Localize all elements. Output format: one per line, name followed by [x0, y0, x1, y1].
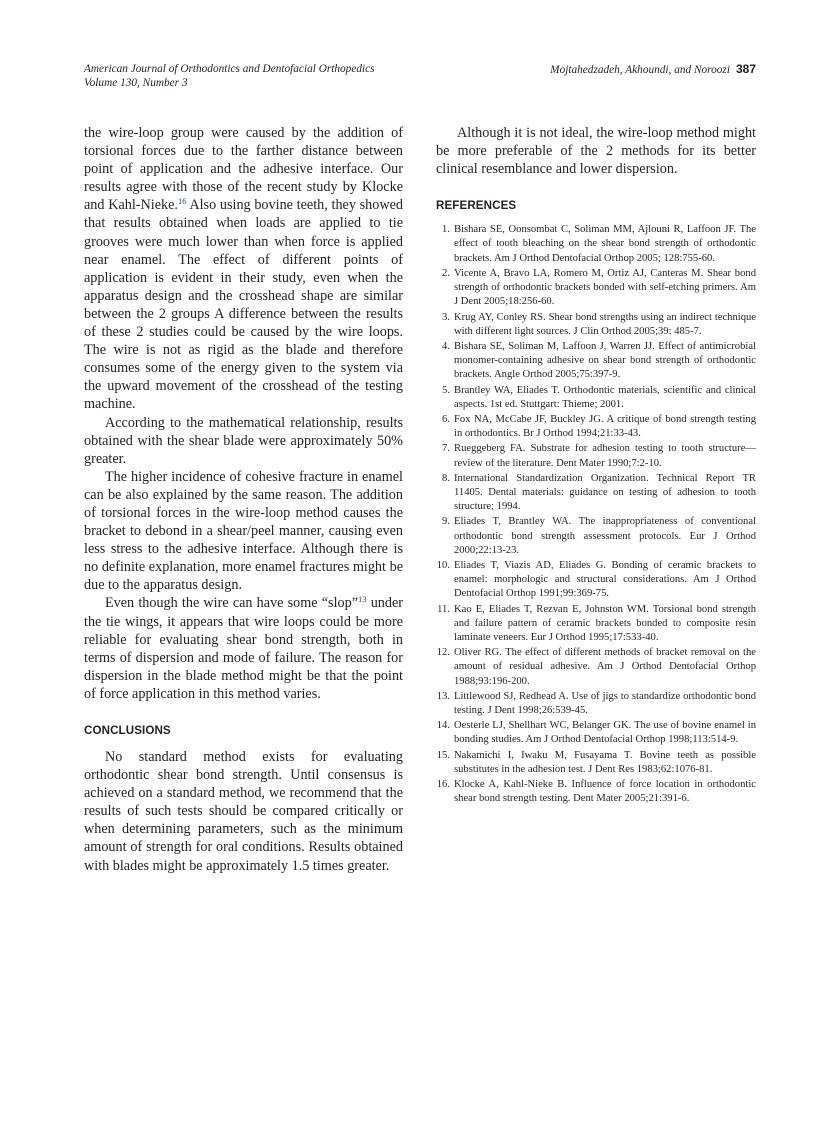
- paragraph-discussion-1: [84, 124, 403, 414]
- paragraph-text: the wire-loop group were caused by the addition of torsional forces due to the farther distance between point of application and the adhesive interface. Our results agree with those of the recent study by Klocke and Kahl-Nieke.: [84, 125, 403, 214]
- right-column: [436, 124, 756, 807]
- reference-item: [436, 311, 756, 339]
- reference-item: [436, 603, 756, 646]
- reference-number: 12.: [436, 647, 450, 659]
- reference-number: 8.: [442, 472, 450, 484]
- left-column: [84, 124, 403, 875]
- reference-text: Rueggeberg FA. Substrate for adhesion testing to tooth structure—review of the literature. Dent Mater 1990;7:2-10.: [454, 443, 756, 469]
- reference-item: [436, 778, 756, 806]
- reference-item: [436, 340, 756, 383]
- paragraph-discussion-3: The higher incidence of cohesive fracture in enamel can be also explained by the same reason. The addition of torsional forces in the wire-loop method causes the bracket to debond in a shear/peel manner, causing even less stress to the adhesive interface. Although there is no definite explanation, more enamel fractures might be due to the apparatus design.: [84, 468, 403, 594]
- journal-volume: Volume 130, Number 3: [84, 77, 188, 89]
- reference-number: 14.: [436, 720, 450, 732]
- reference-item: [436, 442, 756, 470]
- reference-text: Brantley WA, Eliades T. Orthodontic materials, scientific and clinical aspects. 1st ed. Stuttgart: Thieme; 2001.: [454, 384, 756, 410]
- reference-text: Eliades T, Viazis AD, Eliades G. Bonding of ceramic brackets to enamel: morphologic and structural considerations. Am J Orthod Dentofacial Orthop 1991;99:369-75.: [454, 559, 756, 600]
- references-heading: REFERENCES: [436, 199, 517, 213]
- reference-number: 4.: [442, 340, 450, 352]
- reference-text: Krug AY, Conley RS. Shear bond strengths using an indirect technique with different light sources. J Clin Orthod 2005;39: 485-7.: [454, 311, 756, 337]
- reference-text: Oliver RG. The effect of different methods of bracket removal on the amount of residual adhesive. Am J Orthod Dentofacial Orthop 1988;93:196-200.: [454, 647, 756, 687]
- reference-number: 11.: [437, 603, 450, 615]
- paragraph-discussion-5: Although it is not ideal, the wire-loop method might be more preferable of the 2 methods for its better clinical resemblance and lower dispersion.: [436, 125, 756, 178]
- reference-text: Kao E, Eliades T, Rezvan E, Johnston WM. Torsional bond strength and failure pattern of ceramic brackets bonded to composite resin laminate veneers. Eur J Orthod 1995;17:533-40.: [454, 603, 756, 643]
- reference-item: [436, 749, 756, 777]
- reference-item: [436, 413, 756, 441]
- reference-item: [436, 690, 756, 718]
- citation-link-16[interactable]: 16: [177, 196, 187, 207]
- paragraph-text: Even though the wire can have some “slop”: [105, 595, 359, 612]
- reference-item: [436, 472, 756, 515]
- reference-number: 3.: [442, 311, 450, 323]
- reference-text: Littlewood SJ, Redhead A. Use of jigs to standardize orthodontic bond testing. J Dent 1998;26:539-45.: [454, 690, 756, 716]
- reference-text: Bishara SE, Soliman M, Laffoon J, Warren JJ. Effect of antimicrobial monomer-containing adhesive on shear bond strength of orthodontic brackets. Angle Orthod 2005;75:397-9.: [454, 340, 756, 381]
- reference-item: [436, 646, 756, 689]
- reference-text: Nakamichi I, Iwaku M, Fusayama T. Bovine teeth as possible substitutes in the adhesion test. J Dent Res 1983;62:1076-81.: [454, 749, 756, 775]
- reference-number: 15.: [436, 749, 450, 761]
- reference-text: Oesterle LJ, Shellhart WC, Belanger GK. The use of bovine enamel in bonding studies. Am J Orthod Dentofacial Orthop 1998;113:514-9.: [454, 720, 756, 746]
- reference-number: 9.: [442, 516, 450, 528]
- reference-item: [436, 515, 756, 558]
- running-authors: Mojtahedzadeh, Akhoundi, and Noroozi: [550, 64, 730, 76]
- citation-link-13[interactable]: 13: [358, 594, 367, 605]
- page-number: 387: [735, 62, 756, 76]
- reference-text: Fox NA, McCabe JF, Buckley JG. A critique of bond strength testing in orthodontics. Br J Orthod 1994;21:33-43.: [454, 413, 756, 440]
- reference-number: 5.: [442, 384, 450, 396]
- reference-number: 10.: [436, 559, 450, 571]
- conclusions-heading: CONCLUSIONS: [84, 724, 171, 737]
- reference-number: 6.: [442, 413, 450, 425]
- journal-title: American Journal of Orthodontics and Dentofacial Orthopedics: [84, 63, 375, 75]
- paragraph-discussion-4: [84, 594, 403, 703]
- reference-text: International Standardization Organization. Technical Report TR 11405. Dental materials: guidance on testing of adhesion to tooth structure; 1994.: [454, 472, 756, 513]
- paragraph-text: Also using bovine teeth, they showed that results obtained when loads are applied to tie grooves were much lower than when force is applied near enamel. The effect of different points of application is evident in their study, even when the apparatus design and the crosshead shape are similar between the 2 groups A difference between the results of these 2 studies could be caused by the wire loops. The wire is not as rigid as the blade and therefore consumes some of the energy given to the system via the upward movement of the crosshead of the testing machine.: [84, 197, 403, 413]
- reference-number: 7.: [442, 443, 450, 455]
- reference-text: Klocke A, Kahl-Nieke B. Influence of force location in orthodontic shear bond strength testing. Dent Mater 2005;21:391-6.: [454, 779, 756, 805]
- reference-text: Vicente A, Bravo LA, Romero M, Ortiz AJ, Canteras M. Shear bond strength of orthodontic brackets bonded with self-etching primers. Am J Dent 2005;18:256-60.: [454, 267, 756, 308]
- journal-info: [84, 62, 375, 90]
- paragraph-text: under the tie wings, it appears that wire loops could be more reliable for evaluating shear bond strength, both in terms of dispersion and mode of failure. The reason for dispersion in the blade method might be that the point of force application in this method varies.: [84, 595, 403, 702]
- reference-number: 16.: [436, 779, 450, 790]
- reference-item: [436, 719, 756, 747]
- reference-number: 13.: [436, 690, 450, 702]
- reference-number: 2.: [442, 267, 450, 279]
- reference-item: [436, 267, 756, 310]
- reference-item: [436, 559, 756, 602]
- author-page-info: [550, 62, 756, 77]
- reference-number: 1.: [442, 224, 450, 236]
- reference-item: [436, 223, 756, 266]
- reference-item: [436, 384, 756, 412]
- conclusions-paragraph: No standard method exists for evaluating orthodontic shear bond strength. Until consensus is achieved on a standard method, we recommend that the results of such tests should be compared critically or when determining parameters, such as the minimum amount of strength for oral conditions. Results obtained with blades might be approximately 1.5 times greater.: [84, 749, 403, 874]
- references-list: [436, 223, 756, 806]
- reference-text: Eliades T, Brantley WA. The inappropriateness of conventional orthodontic bond strength assessment protocols. Eur J Orthod 2000;22:13-23.: [454, 516, 756, 556]
- paragraph-discussion-2: According to the mathematical relationship, results obtained with the shear blade were approximately 50% greater.: [84, 414, 403, 467]
- reference-text: Bishara SE, Oonsombat C, Soliman MM, Ajlouni R, Laffoon JF. The effect of tooth bleaching on the shear bond strength of orthodontic brackets. Am J Orthod Dentofacial Orthop 2005; 128:755-60.: [454, 224, 756, 264]
